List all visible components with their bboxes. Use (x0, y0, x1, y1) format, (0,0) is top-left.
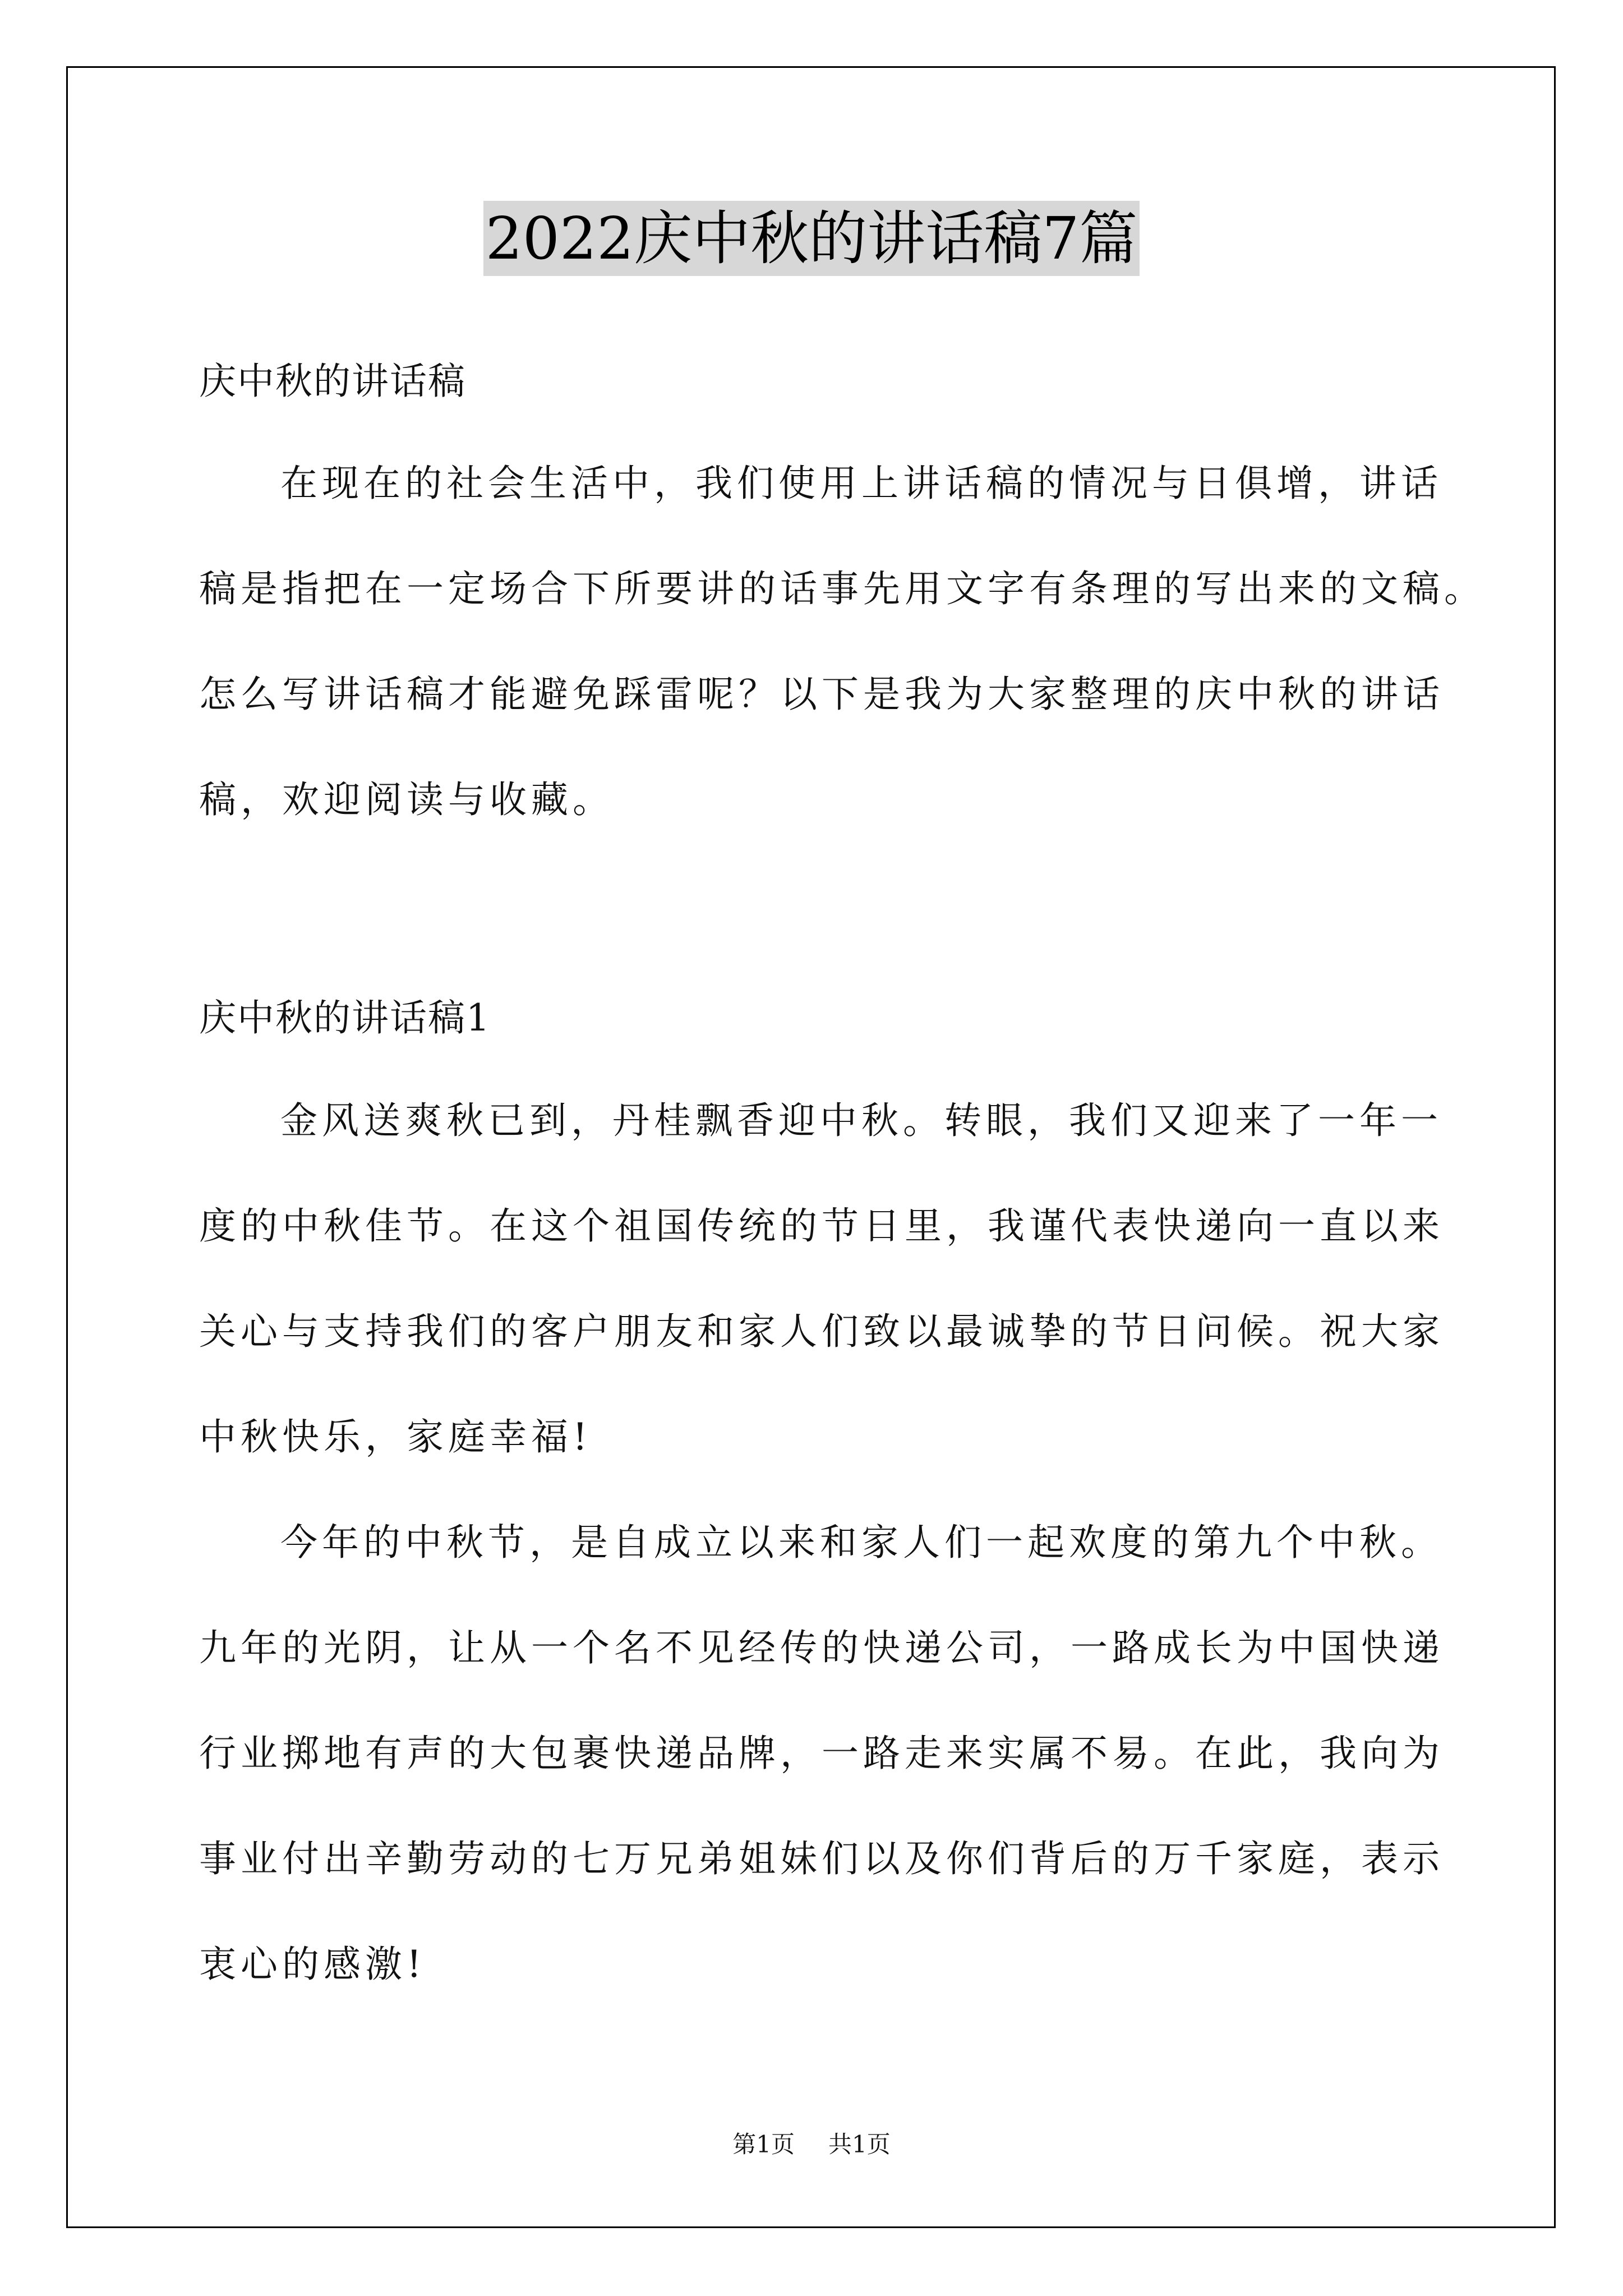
page-footer (0, 2126, 1623, 2160)
section1-p1-line-2: 度的中秋佳节。在这个祖国传统的节日里，我谨代表快递向一直以来 (199, 1204, 1444, 1248)
section1-p2-line-1: 今年的中秋节，是自成立以来和家人们一起欢度的第九个中秋。 (280, 1521, 1442, 1564)
section1-p2-line-4: 事业付出辛勤劳动的七万兄弟姐妹们以及你们背后的万千家庭，表示 (199, 1837, 1444, 1880)
title-text: 2022庆中秋的讲话稿7篇 (483, 201, 1140, 276)
section1-p1-line-1: 金风送爽秋已到，丹桂飘香迎中秋。转眼，我们又迎来了一年一 (280, 1099, 1442, 1142)
intro-line-2: 稿是指把在一定场合下所要讲的话事先用文字有条理的写出来的文稿。 (199, 567, 1486, 610)
page-total: 共1页 (828, 2131, 891, 2158)
intro-line-4: 稿，欢迎阅读与收藏。 (199, 778, 614, 821)
section1-p1-line-3: 关心与支持我们的客户朋友和家人们致以最诚挚的节日问候。祝大家 (199, 1310, 1444, 1353)
section1-p2-line-3: 行业掷地有声的大包裹快递品牌，一路走来实属不易。在此，我向为 (199, 1732, 1444, 1775)
section1-p2-line-2: 九年的光阴，让从一个名不见经传的快递公司，一路成长为中国快递 (199, 1626, 1444, 1669)
intro-heading: 庆中秋的讲话稿 (199, 360, 466, 403)
intro-line-3: 怎么写讲话稿才能避免踩雷呢？以下是我为大家整理的庆中秋的讲话 (199, 673, 1444, 716)
page-number: 第1页 (732, 2131, 795, 2158)
section1-p1-line-4: 中秋快乐，家庭幸福! (199, 1415, 592, 1458)
section1-heading: 庆中秋的讲话稿1 (199, 996, 491, 1039)
section1-p2-line-5: 衷心的感激! (199, 1943, 426, 1986)
intro-line-1: 在现在的社会生活中，我们使用上讲话稿的情况与日俱增，讲话 (280, 462, 1442, 505)
document-title (0, 196, 1623, 280)
